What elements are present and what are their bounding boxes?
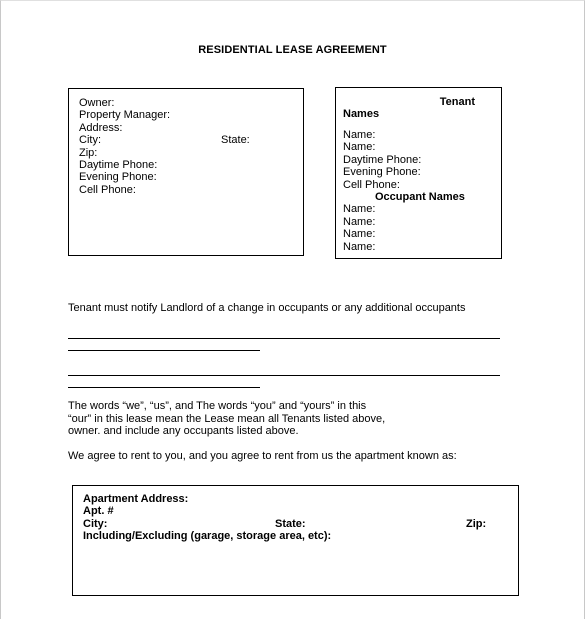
apartment-address-label: Apartment Address: — [83, 493, 189, 505]
tenant-info-box — [335, 87, 502, 259]
city-label: City: — [79, 134, 101, 147]
document-title: RESIDENTIAL LEASE AGREEMENT — [198, 44, 387, 56]
fill-in-line — [68, 338, 500, 339]
address-label: Address: — [79, 121, 123, 134]
apartment-city-label: City: — [83, 517, 108, 530]
apt-number-label: Apt. # — [83, 505, 114, 518]
owner-info-box — [68, 88, 304, 256]
tenant-name-label: Name: — [343, 129, 376, 141]
definitions-paragraph — [68, 400, 385, 438]
cell-phone-label: Cell Phone: — [79, 183, 136, 196]
occupant-name-label: Name: — [343, 203, 376, 216]
tenant-evening-phone-label: Evening Phone: — [343, 166, 421, 179]
zip-label: Zip: — [79, 146, 98, 159]
evening-phone-label: Evening Phone: — [79, 171, 157, 184]
owner-state-label: State: — [221, 134, 250, 146]
tenant-heading-line1: Tenant — [439, 96, 475, 108]
daytime-phone-label: Daytime Phone: — [79, 159, 158, 172]
tenant-heading-line2: Names — [343, 108, 380, 120]
occupant-name-label: Name: — [343, 240, 376, 253]
occupant-name-label: Name: — [343, 228, 376, 241]
tenant-heading — [343, 96, 501, 124]
definitions-line: owner. and include any occupants listed above. — [68, 425, 299, 438]
apartment-state-label: State: — [275, 517, 306, 530]
tenant-daytime-phone-label: Daytime Phone: — [343, 153, 422, 166]
apartment-info-box — [72, 485, 519, 596]
apartment-address-row — [83, 493, 518, 505]
owner-label: Owner: — [79, 97, 115, 109]
occupant-name-label: Name: — [343, 215, 376, 228]
property-manager-label: Property Manager: — [79, 109, 171, 122]
tenant-cell-phone-label: Cell Phone: — [343, 178, 400, 191]
fill-in-line — [68, 387, 260, 388]
city-state-zip-row — [83, 518, 518, 530]
agreement-statement: We agree to rent to you, and you agree to rent from us the apartment known as: — [68, 450, 457, 462]
tenant-field-list — [343, 129, 501, 253]
tenant-name-label: Name: — [343, 141, 376, 154]
occupant-change-notice: Tenant must notify Landlord of a change in occupants or any additional occupants — [68, 302, 466, 314]
apartment-zip-label: Zip: — [466, 517, 487, 530]
apt-number-row — [83, 505, 518, 517]
occupant-heading: Occupant Names — [375, 191, 465, 204]
including-excluding-label: Including/Excluding (garage, storage area, etc): — [83, 530, 332, 543]
definitions-line: The words “we”, “us”, and The words “you” and “yours” in this — [68, 400, 367, 412]
definitions-line: “our” in this lease mean the Lease mean all Tenants listed above, — [68, 412, 386, 425]
including-excluding-row — [83, 530, 518, 542]
fill-in-line — [68, 375, 500, 376]
fill-in-line — [68, 350, 260, 351]
